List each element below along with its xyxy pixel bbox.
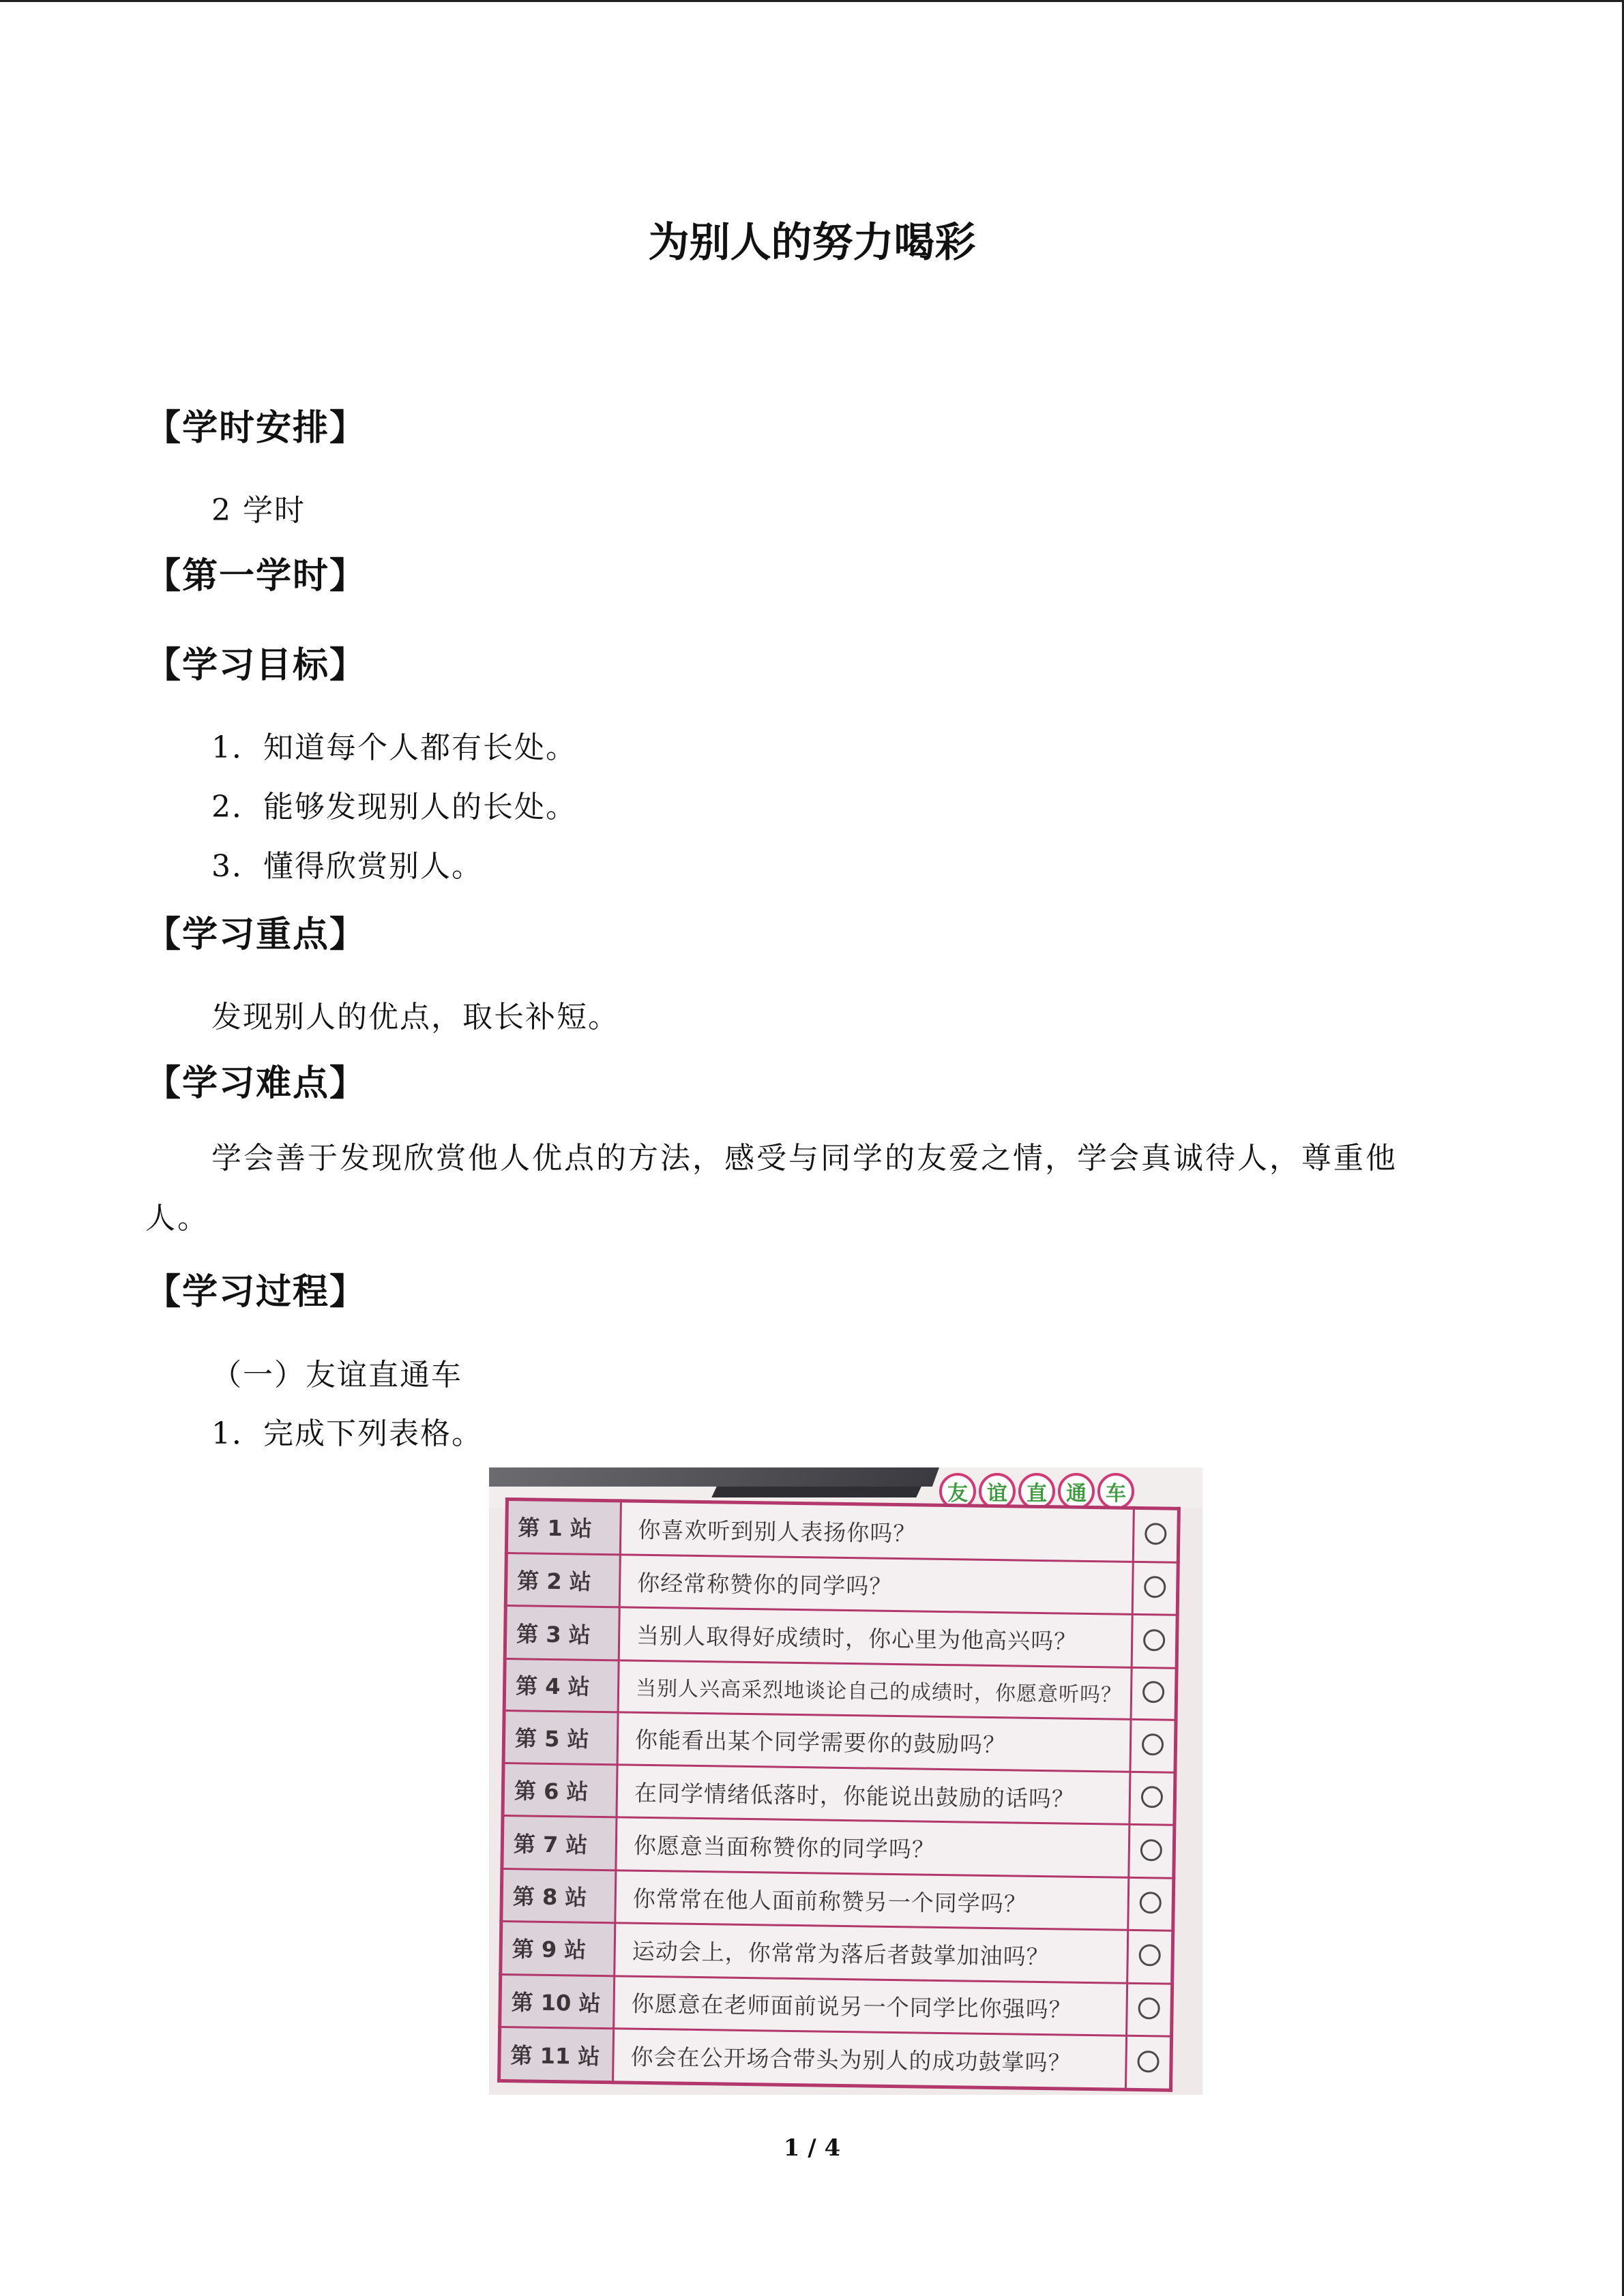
station-cell: 第 5 站 xyxy=(503,1710,618,1765)
station-cell: 第 7 站 xyxy=(502,1816,617,1870)
answer-circle xyxy=(1140,1892,1162,1913)
answer-cell xyxy=(1127,1983,1172,2036)
page-number: 1 / 4 xyxy=(783,2134,841,2162)
badge-character: 通 xyxy=(1058,1473,1095,1510)
question-cell: 你喜欢听到别人表扬你吗？ xyxy=(620,1501,1134,1562)
question-cell: 当别人取得好成绩时，你心里为他高兴吗？ xyxy=(619,1607,1132,1667)
badge-character: 友 xyxy=(939,1473,976,1510)
table-row xyxy=(503,1710,1176,1772)
goal-item: 1．知道每个人都有长处。 xyxy=(211,730,577,765)
difficulties-text: 学会善于发现欣赏他人优点的方法，感受与同学的友爱之情，学会真诚待人，尊重他人。 xyxy=(145,1141,1398,1236)
banner-decoration xyxy=(489,1467,939,1487)
question-table-wrap xyxy=(497,1497,1181,2095)
station-cell: 第 10 站 xyxy=(500,1974,615,2029)
table-row xyxy=(500,1974,1172,2036)
table-row xyxy=(505,1606,1177,1668)
textbook-photo xyxy=(489,1467,1202,2095)
question-cell: 你会在公开场合带头为别人的成功鼓掌吗？ xyxy=(613,2029,1127,2089)
table-row xyxy=(504,1658,1177,1720)
process-subheading: （一）友谊直通车 xyxy=(211,1358,462,1392)
station-cell: 第 3 站 xyxy=(505,1606,619,1660)
answer-circle xyxy=(1140,1839,1162,1861)
key-points-text: 发现别人的优点，取长补短。 xyxy=(211,1000,619,1034)
page-title: 为别人的努力喝彩 xyxy=(648,219,976,267)
question-cell: 你经常称赞你的同学吗？ xyxy=(619,1555,1133,1615)
answer-cell xyxy=(1132,1615,1177,1668)
answer-cell xyxy=(1127,1930,1173,1984)
badge-character: 直 xyxy=(1018,1473,1055,1510)
answer-circle xyxy=(1138,1997,1160,2019)
station-cell: 第 1 站 xyxy=(506,1500,621,1555)
banner-decoration xyxy=(711,1487,921,1497)
answer-circle xyxy=(1141,1786,1163,1808)
answer-cell xyxy=(1130,1719,1176,1772)
goal-item: 3．懂得欣赏别人。 xyxy=(211,849,483,884)
process-step: 1．完成下列表格。 xyxy=(211,1416,483,1451)
heading-key-points: 【学习重点】 xyxy=(145,914,367,955)
station-cell: 第 9 站 xyxy=(501,1922,615,1976)
question-table xyxy=(497,1497,1181,2092)
table-row xyxy=(502,1816,1175,1878)
question-cell: 在同学情绪低落时，你能说出鼓励的话吗？ xyxy=(617,1765,1130,1825)
heading-goals: 【学习目标】 xyxy=(145,645,367,686)
question-cell: 运动会上，你常常为落后者鼓掌加油吗？ xyxy=(615,1923,1128,1983)
answer-circle xyxy=(1145,1523,1166,1545)
answer-cell xyxy=(1130,1772,1175,1825)
heading-process: 【学习过程】 xyxy=(145,1272,367,1313)
heading-difficulties: 【学习难点】 xyxy=(145,1063,367,1104)
table-row xyxy=(505,1553,1178,1615)
answer-circle xyxy=(1137,2051,1159,2072)
question-cell: 你能看出某个同学需要你的鼓励吗？ xyxy=(617,1712,1131,1772)
badge-character: 车 xyxy=(1097,1473,1134,1510)
schedule-text: 2 学时 xyxy=(211,493,306,528)
answer-cell xyxy=(1133,1508,1179,1562)
table-row xyxy=(506,1500,1179,1563)
station-cell: 第 8 站 xyxy=(501,1868,616,1923)
table-row xyxy=(501,1868,1174,1930)
question-cell: 你愿意当面称赞你的同学吗？ xyxy=(616,1817,1130,1877)
heading-first-period: 【第一学时】 xyxy=(145,556,367,597)
answer-circle xyxy=(1142,1681,1164,1703)
answer-circle xyxy=(1144,1576,1166,1598)
top-border xyxy=(0,0,1624,2)
question-cell: 你常常在他人面前称赞另一个同学吗？ xyxy=(615,1870,1129,1930)
station-cell: 第 4 站 xyxy=(504,1658,619,1712)
answer-circle xyxy=(1142,1733,1164,1755)
answer-cell xyxy=(1128,1877,1174,1930)
answer-circle xyxy=(1143,1629,1165,1651)
answer-cell xyxy=(1131,1667,1177,1720)
table-row xyxy=(501,1922,1173,1984)
station-cell: 第 2 站 xyxy=(505,1553,620,1607)
answer-cell xyxy=(1125,2036,1171,2090)
station-cell: 第 11 站 xyxy=(499,2027,614,2083)
answer-cell xyxy=(1129,1825,1175,1878)
station-cell: 第 6 站 xyxy=(503,1763,617,1818)
goal-item: 2．能够发现别人的长处。 xyxy=(211,790,577,824)
badge-character: 谊 xyxy=(979,1473,1016,1510)
question-cell: 你愿意在老师面前说另一个同学比你强吗？ xyxy=(614,1976,1127,2036)
answer-circle xyxy=(1138,1944,1160,1966)
heading-schedule: 【学时安排】 xyxy=(145,408,367,449)
question-cell: 当别人兴高采烈地谈论自己的成绩时，你愿意听吗？ xyxy=(618,1660,1132,1719)
answer-cell xyxy=(1132,1562,1178,1615)
table-row xyxy=(503,1763,1175,1825)
table-row xyxy=(499,2027,1172,2091)
